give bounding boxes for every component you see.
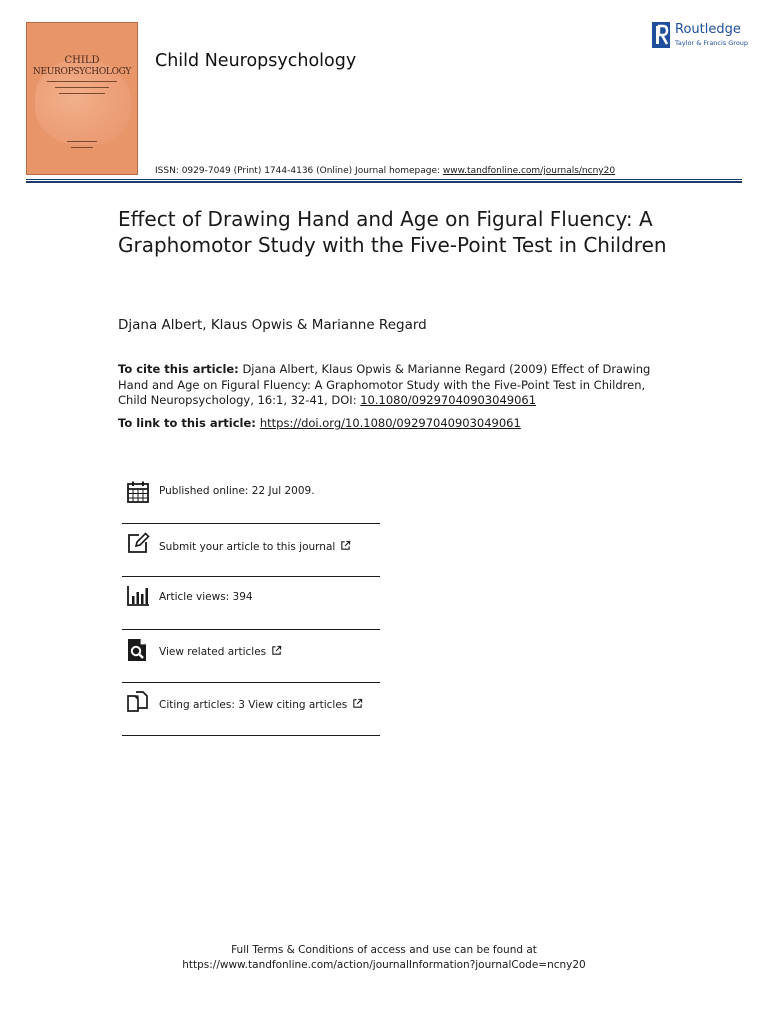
submit-label: Submit your article to this journal (159, 541, 336, 553)
submit-article-link[interactable] (159, 540, 351, 553)
divider (122, 735, 380, 736)
external-link-icon (352, 698, 363, 709)
link-block (118, 416, 521, 430)
submit-row[interactable] (122, 525, 380, 577)
related-label: View related articles (159, 646, 267, 658)
cover-rule (71, 147, 93, 148)
link-label: To link to this article: (118, 416, 256, 430)
citation-block (118, 362, 658, 409)
terms-line: Full Terms & Conditions of access and use can be found at (231, 944, 537, 956)
header-rule-thin (26, 179, 742, 180)
divider (122, 629, 380, 630)
cover-title-line1: CHILD (64, 55, 100, 66)
view-related-articles-link[interactable] (159, 645, 282, 658)
article-authors: Djana Albert, Klaus Opwis & Marianne Regard (118, 317, 427, 333)
doi-link[interactable]: https://doi.org/10.1080/09297040903049061 (259, 416, 521, 430)
views-row (122, 578, 380, 630)
divider (122, 682, 380, 683)
cite-doi-link[interactable]: 10.1080/09297040903049061 (360, 393, 537, 407)
publisher-subtitle: Taylor & Francis Group (675, 39, 749, 47)
external-link-icon (340, 540, 351, 551)
journal-name: Child Neuropsychology (155, 51, 357, 71)
citing-label: Citing articles: 3 View citing articles (159, 699, 348, 711)
cover-title-line2: NEUROPSYCHOLOGY (32, 67, 132, 77)
terms-footer (0, 943, 768, 973)
cover-rule (47, 81, 117, 82)
routledge-logo-icon (652, 22, 670, 48)
publisher-logo (652, 22, 752, 50)
divider (122, 523, 380, 524)
header-rule-thick (26, 181, 742, 183)
published-date: Published online: 22 Jul 2009. (159, 485, 315, 497)
divider (122, 576, 380, 577)
cover-rule (59, 93, 105, 94)
cite-text: Djana Albert, Klaus Opwis & Marianne Regard (2009) Effect of Drawing Hand and Age on Figural Fluency: A Graphomotor Study with the Five-Point Test in Children, Child Neuropsychology, 16:1, 32-41, DOI: (118, 362, 651, 407)
publisher-name: Routledge (675, 22, 741, 37)
journal-homepage-link[interactable]: www.tandfonline.com/journals/ncny20 (442, 166, 616, 176)
related-row[interactable] (122, 631, 380, 683)
citation-icon (126, 690, 150, 714)
citing-row[interactable] (122, 684, 380, 736)
issn-text: ISSN: 0929-7049 (Print) 1744-4136 (Online) Journal homepage: (155, 166, 443, 176)
terms-url[interactable]: https://www.tandfonline.com/action/journalInformation?journalCode=ncny20 (182, 959, 586, 971)
bar-chart-icon (126, 584, 150, 608)
citing-articles-link[interactable] (159, 698, 363, 711)
search-document-icon (126, 638, 150, 662)
issn-line (155, 166, 615, 176)
cite-label: To cite this article: (118, 362, 239, 376)
published-row (122, 472, 380, 524)
cover-rule (55, 87, 109, 88)
calendar-icon (126, 480, 150, 504)
article-views: Article views: 394 (159, 591, 253, 603)
external-link-icon (271, 645, 282, 656)
cover-rule (67, 141, 97, 142)
article-title: Effect of Drawing Hand and Age on Figural Fluency: A Graphomotor Study with the Five-Point Test in Children (118, 207, 667, 257)
journal-cover-image (26, 22, 138, 175)
edit-icon (126, 531, 150, 555)
